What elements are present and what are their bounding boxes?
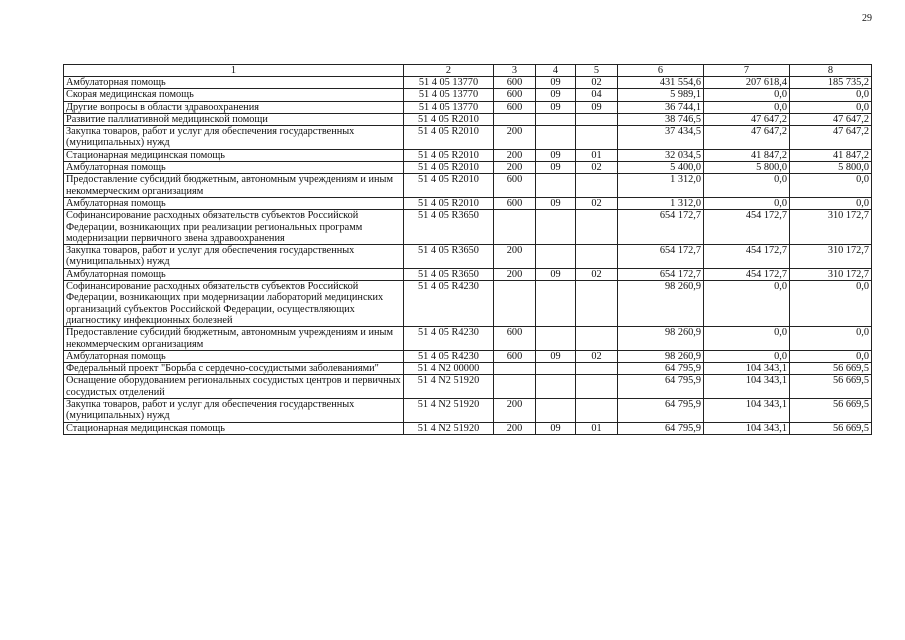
target-code-cell: 51 4 05 R4230 bbox=[404, 327, 494, 351]
table-row bbox=[64, 350, 872, 362]
row-name-cell: Закупка товаров, работ и услуг для обеспечения государственных (муниципальных) нужд bbox=[64, 399, 404, 423]
subsection-cell bbox=[576, 210, 618, 245]
page-number: 29 bbox=[862, 13, 872, 24]
section-cell bbox=[536, 375, 576, 399]
table-row bbox=[64, 113, 872, 125]
amount-cell-col6: 654 172,7 bbox=[618, 210, 704, 245]
target-code-cell: 51 4 05 R2010 bbox=[404, 174, 494, 198]
amount-cell-col7: 454 172,7 bbox=[704, 268, 790, 280]
expense-type-cell: 200 bbox=[494, 149, 536, 161]
table-row bbox=[64, 210, 872, 245]
row-name-cell: Амбулаторная помощь bbox=[64, 77, 404, 89]
amount-cell-col8: 47 647,2 bbox=[790, 113, 872, 125]
amount-cell-col8: 310 172,7 bbox=[790, 268, 872, 280]
amount-cell-col8: 0,0 bbox=[790, 281, 872, 327]
section-cell bbox=[536, 281, 576, 327]
table-row bbox=[64, 101, 872, 113]
expense-type-cell: 600 bbox=[494, 197, 536, 209]
amount-cell-col6: 654 172,7 bbox=[618, 245, 704, 269]
table-row bbox=[64, 174, 872, 198]
header-cell: 4 bbox=[536, 65, 576, 77]
header-row bbox=[64, 65, 872, 77]
amount-cell-col6: 1 312,0 bbox=[618, 197, 704, 209]
expense-type-cell: 600 bbox=[494, 174, 536, 198]
target-code-cell: 51 4 05 R2010 bbox=[404, 197, 494, 209]
table-row bbox=[64, 281, 872, 327]
amount-cell-col7: 207 618,4 bbox=[704, 77, 790, 89]
amount-cell-col8: 185 735,2 bbox=[790, 77, 872, 89]
section-cell bbox=[536, 327, 576, 351]
amount-cell-col7: 41 847,2 bbox=[704, 149, 790, 161]
target-code-cell: 51 4 05 R2010 bbox=[404, 113, 494, 125]
expense-type-cell: 600 bbox=[494, 350, 536, 362]
target-code-cell: 51 4 05 R2010 bbox=[404, 126, 494, 150]
target-code-cell: 51 4 N2 00000 bbox=[404, 363, 494, 375]
expense-type-cell bbox=[494, 113, 536, 125]
budget-table bbox=[63, 64, 872, 435]
target-code-cell: 51 4 05 R3650 bbox=[404, 268, 494, 280]
row-name-cell: Амбулаторная помощь bbox=[64, 268, 404, 280]
table-row bbox=[64, 327, 872, 351]
amount-cell-col6: 5 989,1 bbox=[618, 89, 704, 101]
row-name-cell: Софинансирование расходных обязательств субъектов Российской Федерации, возникающих при модернизации лабораторий медицинских организаций субъектов Российской Федерации, осуществляющих диагностику инфекционных болезней bbox=[64, 281, 404, 327]
subsection-cell bbox=[576, 327, 618, 351]
subsection-cell: 02 bbox=[576, 350, 618, 362]
section-cell: 09 bbox=[536, 89, 576, 101]
header-cell: 3 bbox=[494, 65, 536, 77]
row-name-cell: Амбулаторная помощь bbox=[64, 197, 404, 209]
row-name-cell: Оснащение оборудованием региональных сосудистых центров и первичных сосудистых отделений bbox=[64, 375, 404, 399]
section-cell bbox=[536, 210, 576, 245]
target-code-cell: 51 4 05 13770 bbox=[404, 77, 494, 89]
row-name-cell: Предоставление субсидий бюджетным, автономным учреждениям и иным некоммерческим организациям bbox=[64, 174, 404, 198]
amount-cell-col7: 0,0 bbox=[704, 327, 790, 351]
subsection-cell bbox=[576, 126, 618, 150]
section-cell: 09 bbox=[536, 268, 576, 280]
table-row bbox=[64, 149, 872, 161]
amount-cell-col7: 47 647,2 bbox=[704, 126, 790, 150]
header-cell: 1 bbox=[64, 65, 404, 77]
subsection-cell: 01 bbox=[576, 149, 618, 161]
amount-cell-col6: 64 795,9 bbox=[618, 363, 704, 375]
target-code-cell: 51 4 05 R3650 bbox=[404, 210, 494, 245]
amount-cell-col7: 0,0 bbox=[704, 197, 790, 209]
amount-cell-col7: 454 172,7 bbox=[704, 210, 790, 245]
amount-cell-col6: 654 172,7 bbox=[618, 268, 704, 280]
header-cell: 6 bbox=[618, 65, 704, 77]
amount-cell-col6: 431 554,6 bbox=[618, 77, 704, 89]
row-name-cell: Развитие паллиативной медицинской помощи bbox=[64, 113, 404, 125]
subsection-cell bbox=[576, 174, 618, 198]
amount-cell-col6: 64 795,9 bbox=[618, 375, 704, 399]
amount-cell-col7: 454 172,7 bbox=[704, 245, 790, 269]
amount-cell-col8: 0,0 bbox=[790, 89, 872, 101]
row-name-cell: Амбулаторная помощь bbox=[64, 350, 404, 362]
amount-cell-col7: 104 343,1 bbox=[704, 422, 790, 434]
amount-cell-col7: 0,0 bbox=[704, 350, 790, 362]
target-code-cell: 51 4 N2 51920 bbox=[404, 422, 494, 434]
section-cell bbox=[536, 399, 576, 423]
expense-type-cell: 200 bbox=[494, 245, 536, 269]
expense-type-cell bbox=[494, 363, 536, 375]
section-cell bbox=[536, 363, 576, 375]
target-code-cell: 51 4 N2 51920 bbox=[404, 399, 494, 423]
amount-cell-col8: 56 669,5 bbox=[790, 422, 872, 434]
amount-cell-col7: 0,0 bbox=[704, 281, 790, 327]
section-cell bbox=[536, 126, 576, 150]
expense-type-cell: 600 bbox=[494, 101, 536, 113]
amount-cell-col6: 64 795,9 bbox=[618, 422, 704, 434]
amount-cell-col7: 0,0 bbox=[704, 89, 790, 101]
amount-cell-col8: 0,0 bbox=[790, 101, 872, 113]
table-row bbox=[64, 422, 872, 434]
subsection-cell bbox=[576, 399, 618, 423]
expense-type-cell: 600 bbox=[494, 77, 536, 89]
amount-cell-col7: 0,0 bbox=[704, 174, 790, 198]
amount-cell-col8: 0,0 bbox=[790, 197, 872, 209]
expense-type-cell: 600 bbox=[494, 89, 536, 101]
amount-cell-col8: 310 172,7 bbox=[790, 210, 872, 245]
target-code-cell: 51 4 05 R3650 bbox=[404, 245, 494, 269]
table-row bbox=[64, 245, 872, 269]
amount-cell-col8: 310 172,7 bbox=[790, 245, 872, 269]
section-cell: 09 bbox=[536, 101, 576, 113]
row-name-cell: Амбулаторная помощь bbox=[64, 162, 404, 174]
section-cell: 09 bbox=[536, 162, 576, 174]
amount-cell-col6: 32 034,5 bbox=[618, 149, 704, 161]
table-row bbox=[64, 375, 872, 399]
expense-type-cell: 200 bbox=[494, 399, 536, 423]
table-row bbox=[64, 126, 872, 150]
section-cell bbox=[536, 174, 576, 198]
amount-cell-col7: 5 800,0 bbox=[704, 162, 790, 174]
amount-cell-col7: 104 343,1 bbox=[704, 363, 790, 375]
subsection-cell bbox=[576, 375, 618, 399]
header-cell: 7 bbox=[704, 65, 790, 77]
subsection-cell bbox=[576, 281, 618, 327]
expense-type-cell: 200 bbox=[494, 126, 536, 150]
amount-cell-col8: 0,0 bbox=[790, 350, 872, 362]
subsection-cell: 04 bbox=[576, 89, 618, 101]
amount-cell-col8: 41 847,2 bbox=[790, 149, 872, 161]
table-row bbox=[64, 197, 872, 209]
amount-cell-col8: 0,0 bbox=[790, 174, 872, 198]
section-cell: 09 bbox=[536, 197, 576, 209]
subsection-cell bbox=[576, 245, 618, 269]
target-code-cell: 51 4 05 R4230 bbox=[404, 281, 494, 327]
expense-type-cell: 200 bbox=[494, 268, 536, 280]
amount-cell-col8: 5 800,0 bbox=[790, 162, 872, 174]
amount-cell-col6: 64 795,9 bbox=[618, 399, 704, 423]
amount-cell-col8: 56 669,5 bbox=[790, 399, 872, 423]
row-name-cell: Федеральный проект "Борьба с сердечно-сосудистыми заболеваниями" bbox=[64, 363, 404, 375]
amount-cell-col6: 38 746,5 bbox=[618, 113, 704, 125]
row-name-cell: Софинансирование расходных обязательств субъектов Российской Федерации, возникающих при реализации региональных программ модернизации первичного звена здравоохранения bbox=[64, 210, 404, 245]
row-name-cell: Стационарная медицинская помощь bbox=[64, 149, 404, 161]
target-code-cell: 51 4 05 R4230 bbox=[404, 350, 494, 362]
amount-cell-col6: 5 400,0 bbox=[618, 162, 704, 174]
expense-type-cell: 600 bbox=[494, 327, 536, 351]
section-cell bbox=[536, 113, 576, 125]
amount-cell-col8: 56 669,5 bbox=[790, 375, 872, 399]
subsection-cell: 02 bbox=[576, 77, 618, 89]
table-row bbox=[64, 363, 872, 375]
section-cell: 09 bbox=[536, 350, 576, 362]
amount-cell-col6: 1 312,0 bbox=[618, 174, 704, 198]
table-row bbox=[64, 399, 872, 423]
target-code-cell: 51 4 05 13770 bbox=[404, 89, 494, 101]
row-name-cell: Предоставление субсидий бюджетным, автономным учреждениям и иным некоммерческим организациям bbox=[64, 327, 404, 351]
subsection-cell: 01 bbox=[576, 422, 618, 434]
target-code-cell: 51 4 05 R2010 bbox=[404, 149, 494, 161]
expense-type-cell bbox=[494, 210, 536, 245]
row-name-cell: Скорая медицинская помощь bbox=[64, 89, 404, 101]
expense-type-cell bbox=[494, 281, 536, 327]
target-code-cell: 51 4 05 13770 bbox=[404, 101, 494, 113]
table-row bbox=[64, 77, 872, 89]
amount-cell-col7: 0,0 bbox=[704, 101, 790, 113]
expense-type-cell bbox=[494, 375, 536, 399]
amount-cell-col8: 47 647,2 bbox=[790, 126, 872, 150]
table-row bbox=[64, 268, 872, 280]
section-cell: 09 bbox=[536, 77, 576, 89]
subsection-cell bbox=[576, 113, 618, 125]
target-code-cell: 51 4 05 R2010 bbox=[404, 162, 494, 174]
row-name-cell: Другие вопросы в области здравоохранения bbox=[64, 101, 404, 113]
amount-cell-col7: 104 343,1 bbox=[704, 375, 790, 399]
amount-cell-col6: 37 434,5 bbox=[618, 126, 704, 150]
row-name-cell: Закупка товаров, работ и услуг для обеспечения государственных (муниципальных) нужд bbox=[64, 126, 404, 150]
section-cell: 09 bbox=[536, 422, 576, 434]
subsection-cell: 02 bbox=[576, 268, 618, 280]
expense-type-cell: 200 bbox=[494, 162, 536, 174]
amount-cell-col6: 98 260,9 bbox=[618, 281, 704, 327]
row-name-cell: Стационарная медицинская помощь bbox=[64, 422, 404, 434]
amount-cell-col8: 56 669,5 bbox=[790, 363, 872, 375]
section-cell: 09 bbox=[536, 149, 576, 161]
section-cell bbox=[536, 245, 576, 269]
header-cell: 5 bbox=[576, 65, 618, 77]
header-cell: 2 bbox=[404, 65, 494, 77]
amount-cell-col7: 104 343,1 bbox=[704, 399, 790, 423]
table-row bbox=[64, 162, 872, 174]
subsection-cell: 09 bbox=[576, 101, 618, 113]
subsection-cell bbox=[576, 363, 618, 375]
target-code-cell: 51 4 N2 51920 bbox=[404, 375, 494, 399]
table-row bbox=[64, 89, 872, 101]
row-name-cell: Закупка товаров, работ и услуг для обеспечения государственных (муниципальных) нужд bbox=[64, 245, 404, 269]
amount-cell-col6: 36 744,1 bbox=[618, 101, 704, 113]
expense-type-cell: 200 bbox=[494, 422, 536, 434]
amount-cell-col6: 98 260,9 bbox=[618, 350, 704, 362]
subsection-cell: 02 bbox=[576, 162, 618, 174]
amount-cell-col6: 98 260,9 bbox=[618, 327, 704, 351]
amount-cell-col7: 47 647,2 bbox=[704, 113, 790, 125]
subsection-cell: 02 bbox=[576, 197, 618, 209]
header-cell: 8 bbox=[790, 65, 872, 77]
amount-cell-col8: 0,0 bbox=[790, 327, 872, 351]
